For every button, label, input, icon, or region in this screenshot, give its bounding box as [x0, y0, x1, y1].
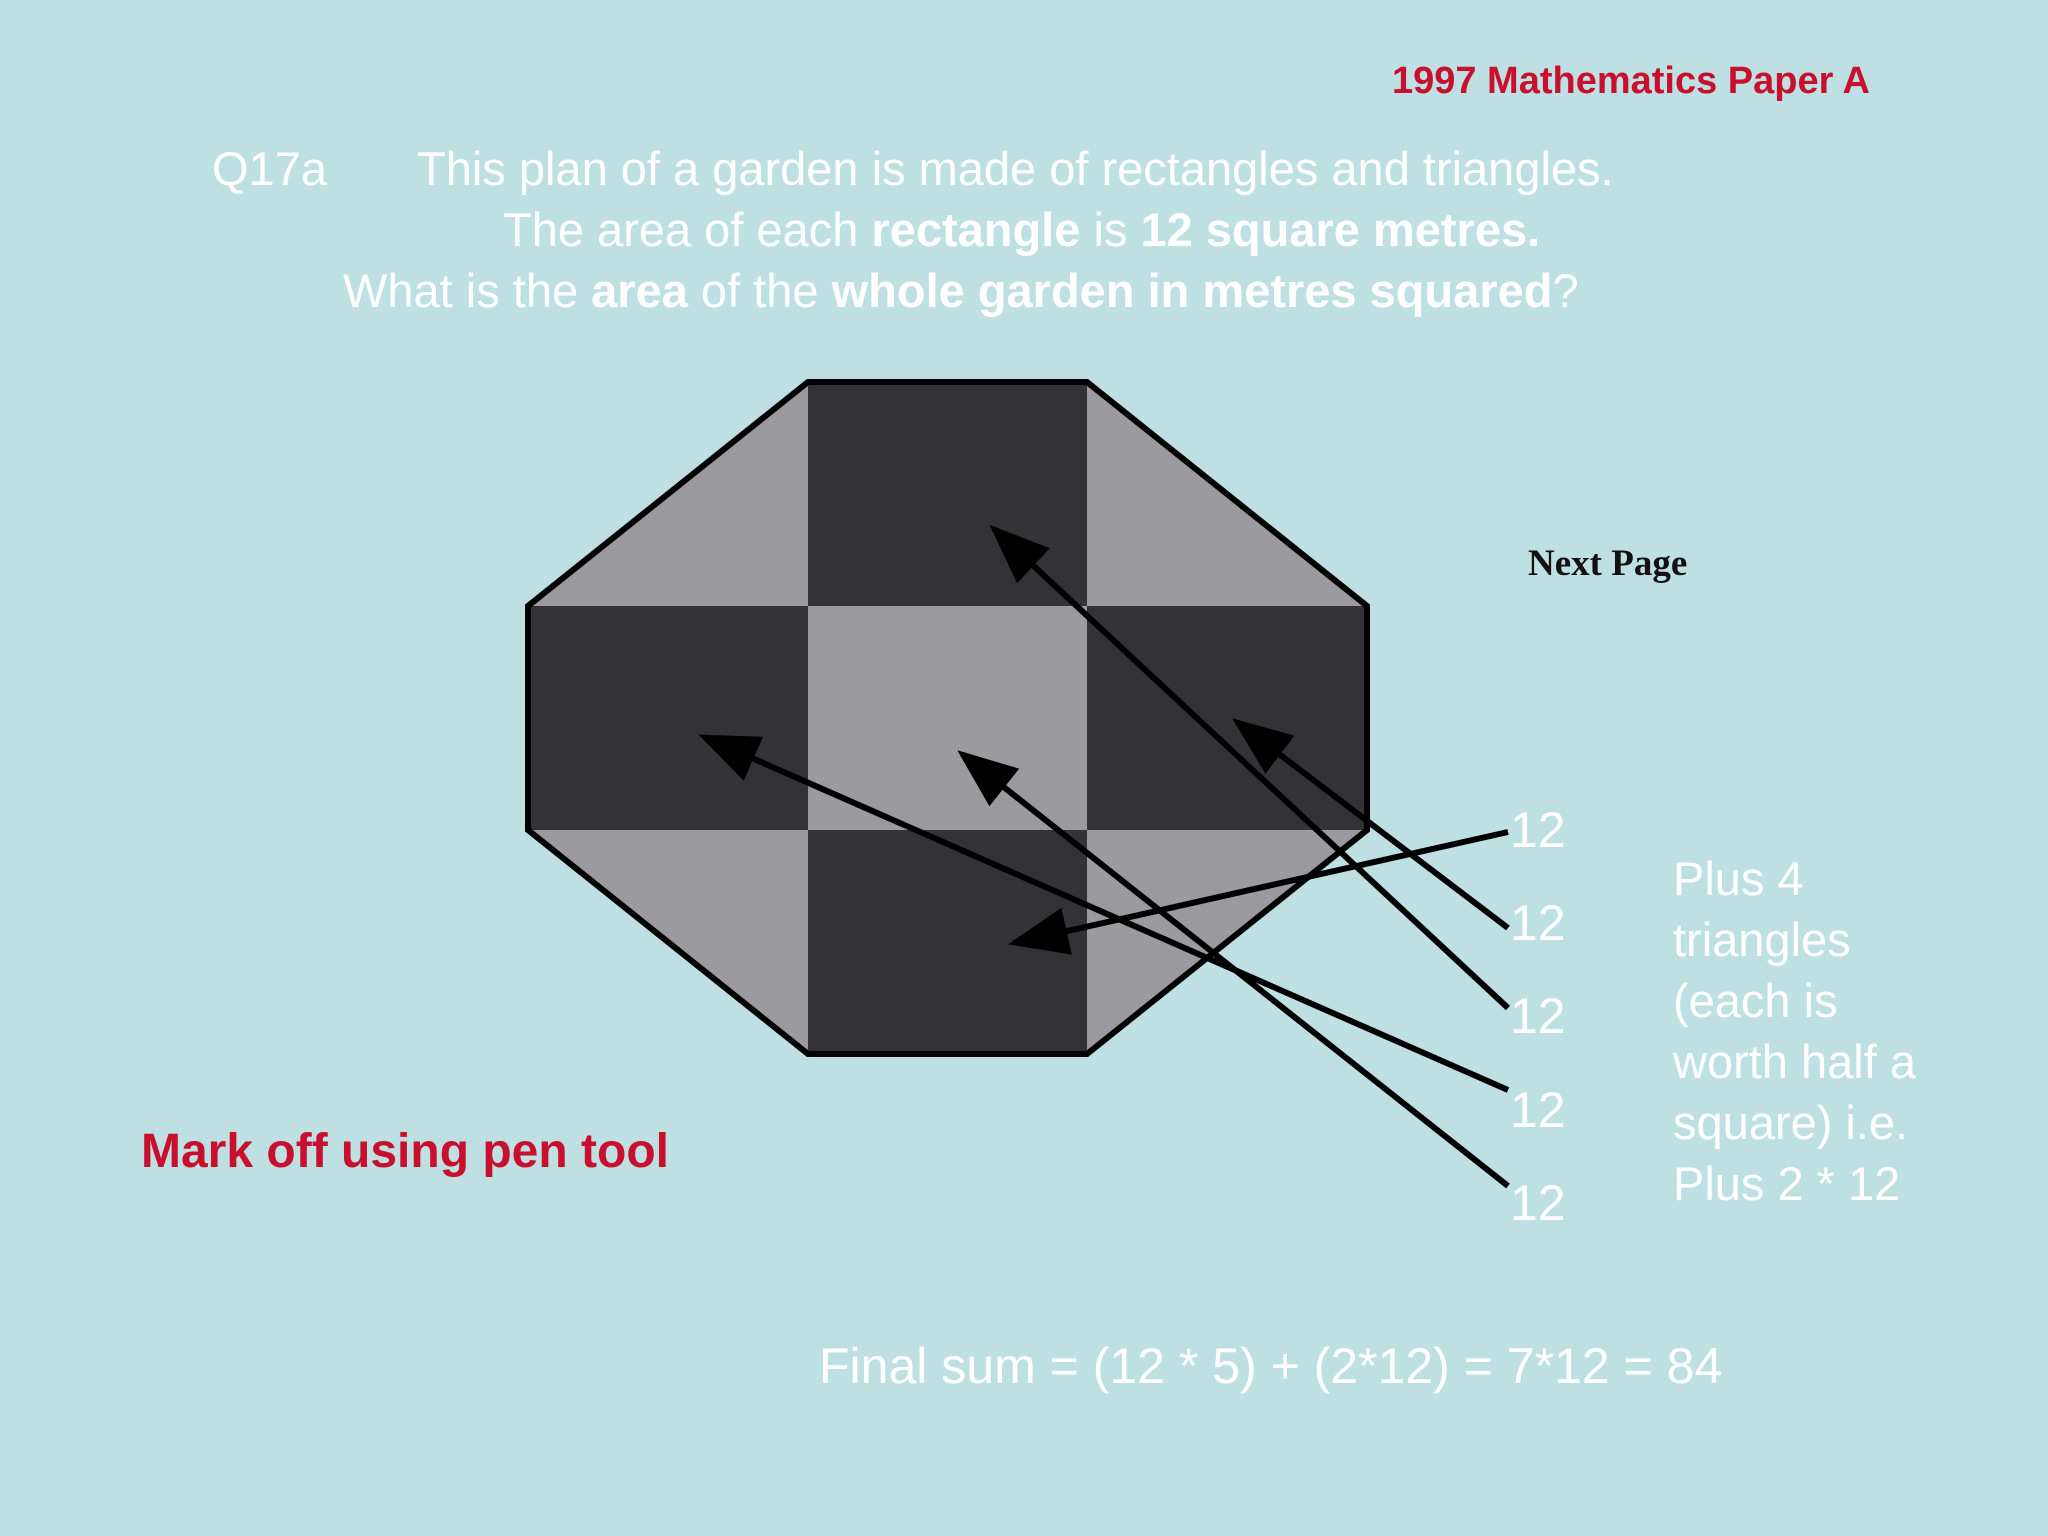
question-text: What is the [343, 264, 592, 317]
question-line-1: This plan of a garden is made of rectangles and triangles. [417, 142, 1614, 195]
paper-title: 1997 Mathematics Paper A [1391, 60, 1870, 102]
question-text: The area of each [503, 203, 872, 256]
question-text: of the [687, 264, 832, 317]
rectangle-right [1087, 606, 1367, 830]
centre-square [808, 606, 1087, 830]
note-line: Plus 2 * 12 [1673, 1157, 1901, 1210]
final-sum: Final sum = (12 * 5) + (2*12) = 7*12 = 84 [819, 1338, 1723, 1394]
note-line: worth half a [1673, 1035, 1916, 1088]
question-emphasis: rectangle [871, 203, 1081, 256]
question-text: ? [1552, 264, 1579, 317]
note-line: Plus 4 [1673, 852, 1804, 905]
rectangle-bottom [808, 830, 1087, 1054]
question-number: Q17a [212, 142, 327, 195]
question-emphasis: 12 square metres. [1140, 203, 1541, 256]
rectangle-area-label: 12 [1510, 1175, 1566, 1231]
rectangle-area-label: 12 [1510, 895, 1566, 951]
pen-tool-instruction: Mark off using pen tool [141, 1125, 669, 1178]
rectangle-area-label: 12 [1510, 988, 1566, 1044]
note-line: (each is [1673, 974, 1838, 1027]
rectangle-area-label: 12 [1510, 1082, 1566, 1138]
next-page-link[interactable]: Next Page [1528, 543, 1688, 584]
question-emphasis: area [591, 264, 688, 317]
triangle-note [1673, 848, 2003, 1214]
question-text: is [1080, 203, 1141, 256]
rectangle-top [808, 382, 1087, 606]
rectangle-left [528, 606, 808, 830]
note-line: square) i.e. [1673, 1096, 1909, 1149]
note-line: triangles [1673, 913, 1851, 966]
rectangle-area-label: 12 [1510, 802, 1566, 858]
question-emphasis: whole garden in metres squared [831, 264, 1553, 317]
